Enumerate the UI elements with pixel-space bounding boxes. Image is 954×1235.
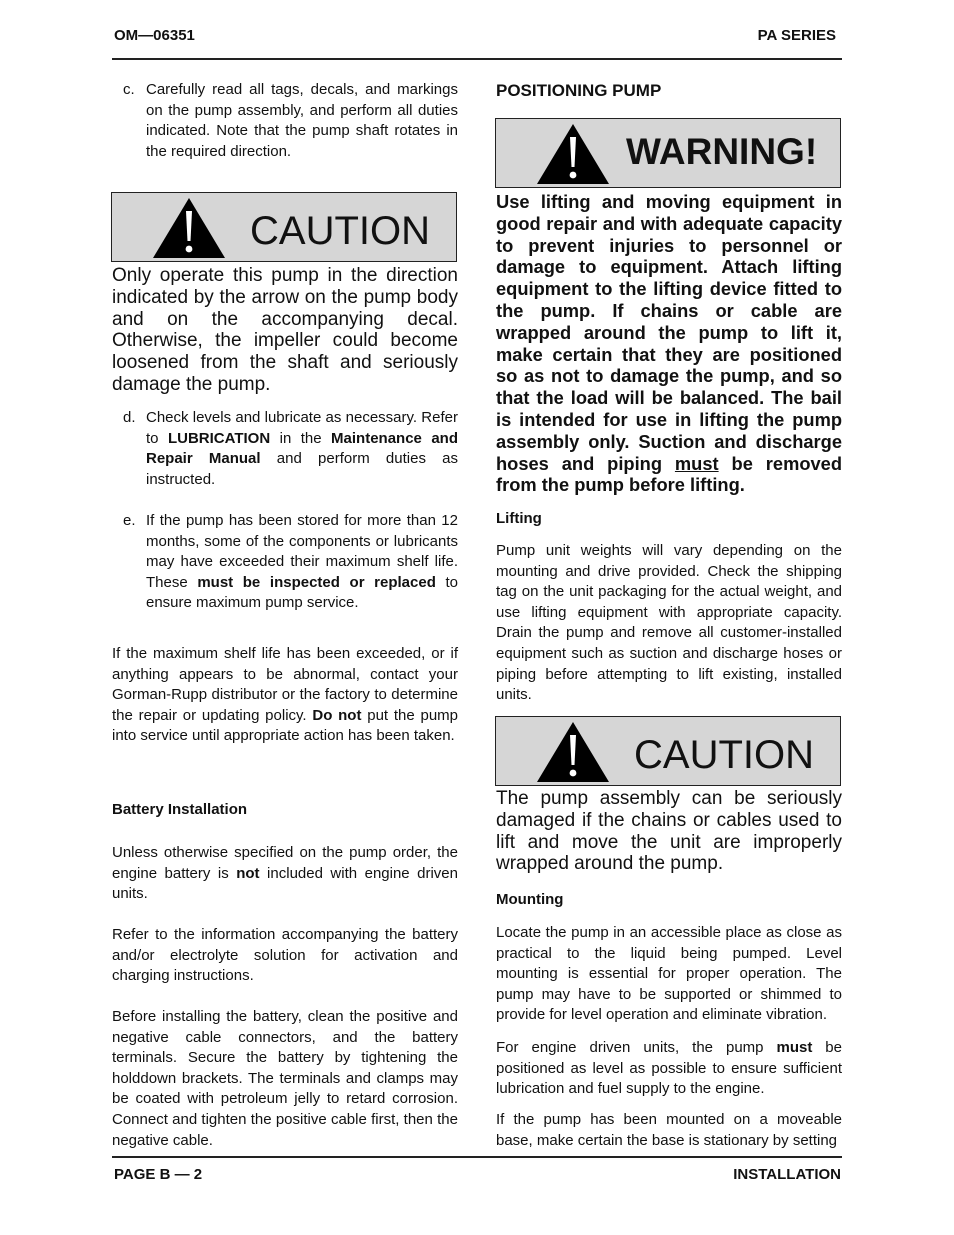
caution-label: CAUTION: [250, 209, 430, 253]
section-title: POSITIONING PUMP: [496, 81, 662, 100]
warning-text: Use lifting and moving equipment in good repair and with adequate capacity to prevent injuries to personnel or damage to equipment. Attach lifting equipment to the lifting device fitted to the pump. If chains or cable are wrapped around the pump to lift it, make certain that they are positioned so as not to damage the pump, and so that the load will be balanced. The bail is intended for use in lifting the pump assembly only. Suction and discharge hoses and piping must be removed from the pump before lifting.: [496, 191, 842, 496]
list-label: d.: [123, 409, 136, 426]
caution-label: CAUTION: [634, 733, 814, 777]
list-item-e: [112, 511, 458, 616]
caution-box: [495, 716, 841, 786]
battery-paragraph-1: Unless otherwise specified on the pump order, the engine battery is not included with engine driven units.: [112, 844, 458, 903]
warning-box: [495, 118, 841, 188]
list-text: If the pump has been stored for more than 12 months, some of the components or lubricants may have exceeded their maximum shelf life. These must be inspected or replaced to ensure maximum pump service.: [146, 512, 458, 612]
list-label: e.: [123, 512, 136, 529]
shelf-life-paragraph: If the maximum shelf life has been exceeded, or if anything appears to be abnormal, contact your Gorman-Rupp distributor or the factory to determine the repair or updating policy. Do not put the pump into service until appropriate action has been taken.: [112, 645, 458, 745]
series-name: PA SERIES: [757, 27, 836, 44]
lifting-heading: Lifting: [496, 510, 542, 527]
caution-box: [111, 192, 457, 262]
list-item-d: [112, 408, 458, 492]
list-label: c.: [123, 81, 135, 98]
mounting-paragraph-3: If the pump has been mounted on a moveable base, make certain the base is stationary by setting: [496, 1111, 842, 1149]
mounting-paragraph-2: For engine driven units, the pump must be positioned as level as possible to ensure sufficient lubrication and fuel supply to the engine.: [496, 1039, 842, 1098]
exclamation-triangle-icon: [536, 721, 610, 783]
caution-text: Only operate this pump in the direction indicated by the arrow on the pump body and on the accompanying decal. Otherwise, the impeller could become loosened from the shaft and seriously damage the pump.: [112, 265, 458, 395]
list-text: Carefully read all tags, decals, and markings on the pump assembly, and perform all duties indicated. Note that the pump shaft rotates in the required direction.: [146, 81, 458, 160]
mounting-paragraph-1: Locate the pump in an accessible place as close as practical to the liquid being pumped. Level mounting is essential for proper operation. The pump may have to be supported or shimmed to provide for level operation and eliminate vibration.: [496, 924, 842, 1024]
exclamation-triangle-icon: [536, 123, 610, 185]
list-text: Check levels and lubricate as necessary. Refer to LUBRICATION in the Maintenance and Repair Manual and perform duties as instructed.: [146, 409, 458, 488]
footer-rule: [112, 1156, 842, 1158]
section-name: INSTALLATION: [733, 1166, 841, 1183]
mounting-heading: Mounting: [496, 891, 564, 908]
doc-number: OM—06351: [114, 27, 195, 44]
battery-heading: Battery Installation: [112, 801, 248, 818]
lifting-paragraph: Pump unit weights will vary depending on the mounting and drive provided. Check the shipping tag on the unit packaging for the actual weight, and use lifting equipment with appropriate capacity. Drain the pump and remove all customer-installed equipment such as suction and discharge hoses or piping before attempting to lift existing, installed units.: [496, 542, 842, 704]
warning-label: WARNING!: [626, 131, 818, 172]
caution-text: The pump assembly can be seriously damaged if the chains or cables used to lift and move the unit are improperly wrapped around the pump.: [496, 788, 842, 875]
exclamation-triangle-icon: [152, 197, 226, 259]
battery-paragraph-2: Refer to the information accompanying the battery and/or electrolyte solution for activation and charging instructions.: [112, 926, 458, 985]
battery-paragraph-3: Before installing the battery, clean the positive and negative cable connectors, and the battery terminals. Secure the battery by tightening the holddown brackets. The terminals and clamps may be coated with petroleum jelly to retard corrosion. Connect and tighten the positive cable first, then the negative cable.: [112, 1008, 458, 1149]
page-number: PAGE B — 2: [114, 1166, 203, 1183]
header-rule: [112, 58, 842, 60]
